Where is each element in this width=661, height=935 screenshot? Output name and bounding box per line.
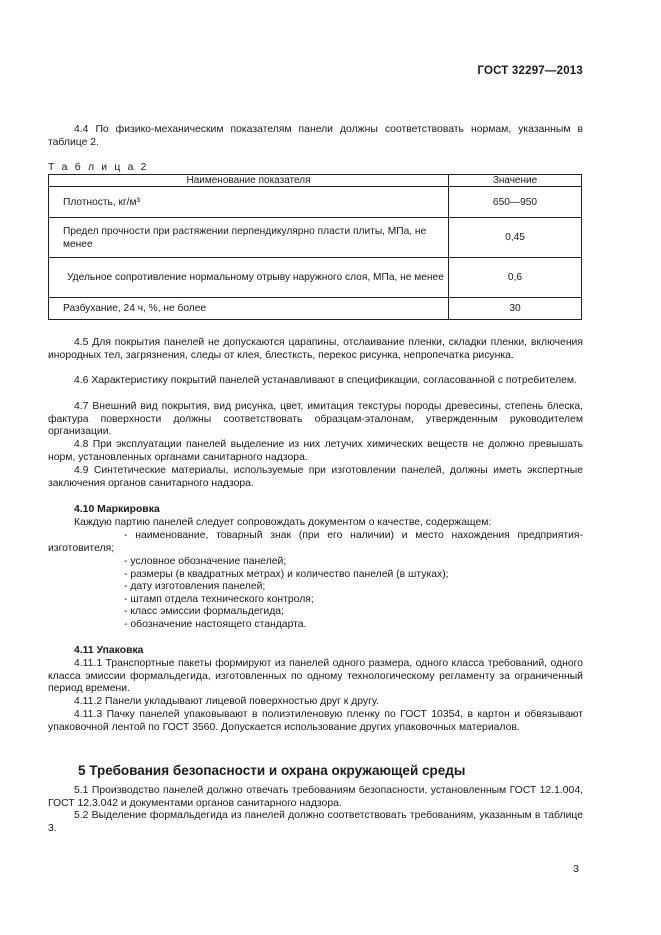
paragraph-4-11-2: 4.11.2 Панели укладывают лицевой поверхностью друг к другу. — [74, 696, 379, 707]
table-cell-value: 0,6 — [449, 258, 582, 298]
paragraph-4-11-3: 4.11.3 Пачку панелей упаковывают в полиэтиленовую пленку по ГОСТ 10354, в картон и обвязывают упаковочной лентой по ГОСТ 3560. Допускается использование других упаковочных материалов. — [48, 709, 583, 733]
paragraph-4-5: 4.5 Для покрытия панелей не допускаются царапины, отслаивание пленки, складки пленки, включения инородных тел, загрязнения, следы от клея, блестксть, перекос рисунка, непропечатка рисунка. — [48, 337, 583, 361]
paragraph-5-1: 5.1 Производство панелей должно отвечать требованиям безопасности, установленным ГОСТ 12.1.004, ГОСТ 12.3.042 и документами органов санитарного надзора. — [48, 785, 583, 809]
table-cell-value: 650—950 — [449, 187, 582, 218]
table-cell-name: Плотность, кг/м³ — [49, 187, 449, 218]
table-cell-name: Предел прочности при растяжении перпендикулярно пласти плиты, МПа, не менее — [49, 218, 449, 258]
paragraph-4-9: 4.9 Синтетические материалы, используемые при изготовлении панелей, должны иметь экспертные заключения органов санитарного надзора. — [48, 465, 583, 489]
page-number: 3 — [573, 863, 579, 875]
marking-first-item: - наименование, товарный знак (при его наличии) и место нахождения предприятия-изготовителя; — [48, 530, 583, 554]
column-header: Наименование показателя — [49, 175, 449, 187]
table-row — [49, 187, 582, 218]
table-2 — [48, 174, 582, 320]
paragraph-4-8: 4.8 При эксплуатации панелей выделение из них летучих химических веществ не должно превышать норм, установленных органами санитарного надзора. — [48, 439, 583, 463]
column-header: Значение — [449, 175, 582, 187]
list-item: - класс эмиссии формальдегида; — [124, 606, 284, 618]
list-item: - дату изготовления панелей; — [124, 581, 266, 593]
table-cell-name: Разбухание, 24 ч, %, не более — [49, 298, 449, 320]
section-title-marking: 4.10 Маркировка — [74, 504, 160, 515]
table-caption: Т а б л и ц а 2 — [48, 162, 149, 173]
table-row — [49, 298, 582, 320]
table-cell-value: 0,45 — [449, 218, 582, 258]
table-row — [49, 258, 582, 298]
list-item: - размеры (в квадратных метрах) и количество панелей (в штуках); — [124, 568, 449, 580]
paragraph-5-2: 5.2 Выделение формальдегида из панелей должно соответствовать требованиям, указанным в таблице 3. — [48, 810, 583, 834]
marking-intro: Каждую партию панелей следует сопровождать документом о качестве, содержащем: — [74, 517, 492, 528]
paragraph-4-4: 4.4 По физико-механическим показателям панели должны соответствовать нормам, указанным в таблице 2. — [48, 124, 583, 148]
marking-list — [124, 556, 584, 632]
paragraph-4-6: 4.6 Характеристику покрытий панелей устанавливают в спецификации, согласованной с потребителем. — [74, 375, 577, 386]
section-5-title: 5 Требования безопасности и охрана окружающей среды — [78, 763, 466, 778]
paragraph-4-11-1: 4.11.1 Транспортные пакеты формируют из панелей одного размера, одного класса требований, одного класса эмиссии формальдегида, изготовленных по одному технологическому регламенту за ограниченный период времени. — [48, 658, 583, 694]
table-header-row — [49, 175, 582, 187]
list-item: - обозначение настоящего стандарта. — [124, 618, 307, 630]
table-cell-value: 30 — [449, 298, 582, 320]
table-row — [49, 218, 582, 258]
table-cell-name: Удельное сопротивление нормальному отрыву наружного слоя, МПа, не менее — [49, 258, 449, 298]
standard-header: ГОСТ 32297—2013 — [477, 65, 583, 77]
section-title-packing: 4.11 Упаковка — [74, 645, 144, 656]
paragraph-4-7: 4.7 Внешний вид покрытия, вид рисунка, цвет, имитация текстуры породы древесины, степень блеска, фактура поверхности должны соответствовать образцам-эталонам, утвержденным руководителем организации. — [48, 401, 583, 437]
list-item: - условное обозначение панелей; — [124, 556, 287, 567]
list-item: - штамп отдела технического контроля; — [124, 593, 314, 605]
